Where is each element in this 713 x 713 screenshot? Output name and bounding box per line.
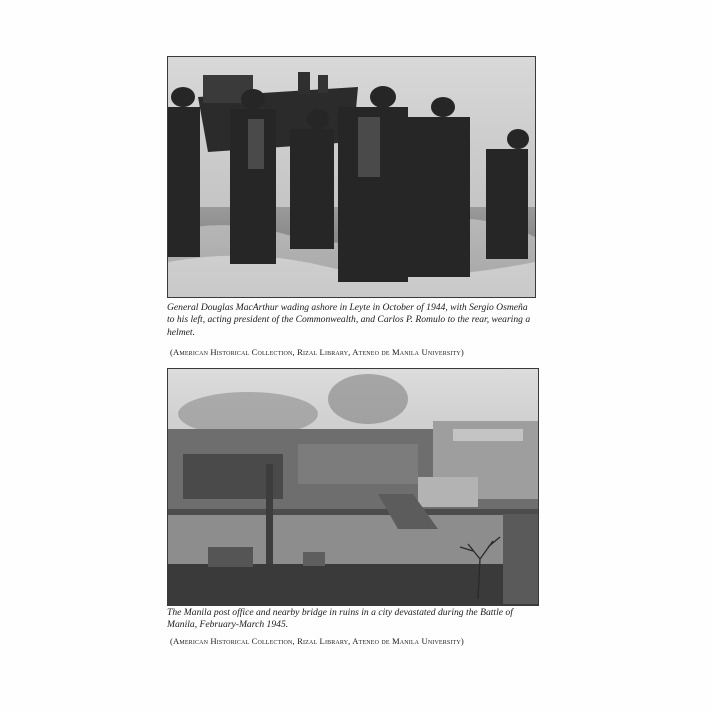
- photo-credit: (American Historical Collection, Rizal Library, Ateneo de Manila University): [170, 347, 464, 357]
- photo-caption: The Manila post office and nearby bridge in ruins in a city devastated during the Battle of Manila, February-March 1945.: [167, 607, 513, 631]
- manila-ruins-photo: [167, 368, 539, 606]
- photo-caption: General Douglas MacArthur wading ashore in Leyte in October of 1944, with Sergio Osmeña to his left, acting president of the Commonwealth, and Carlos P. Romulo to the rear, wearing a helmet.: [167, 302, 531, 338]
- macarthur-landing-image: [168, 57, 535, 297]
- macarthur-landing-photo: [167, 56, 536, 298]
- manila-ruins-image: [168, 369, 538, 605]
- photo-credit: (American Historical Collection, Rizal Library, Ateneo de Manila University): [170, 636, 464, 646]
